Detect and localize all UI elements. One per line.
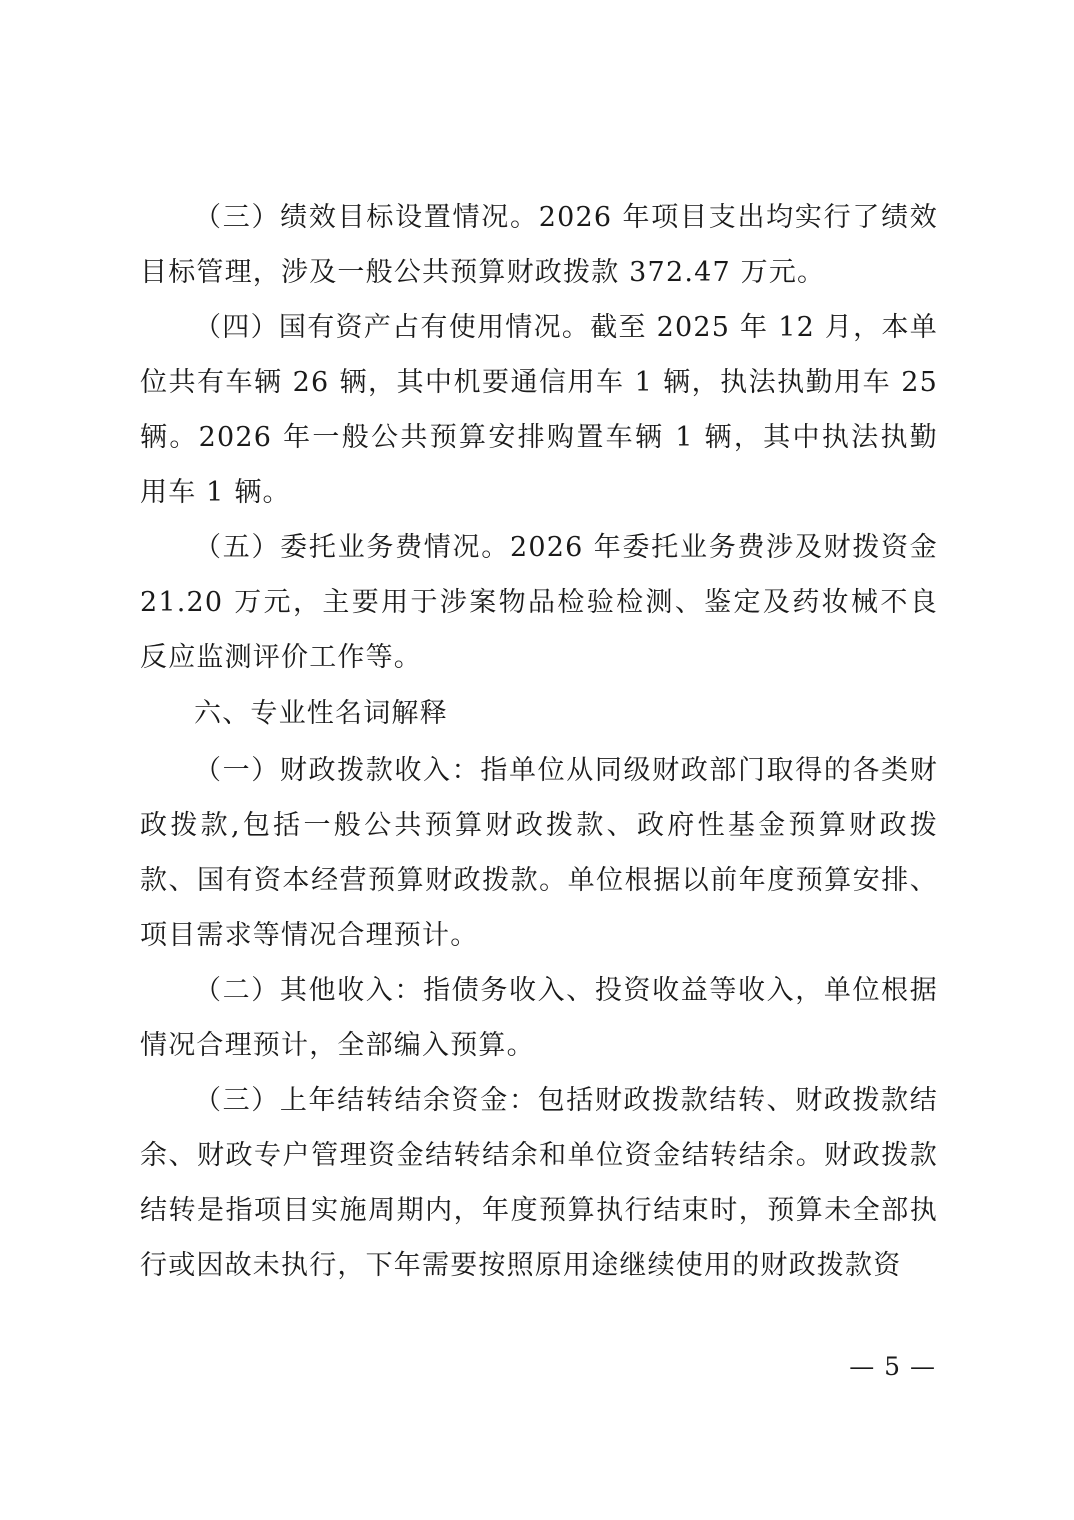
paragraph-carryover-funds [140, 1073, 938, 1293]
section-heading-terms: 六、专业性名词解释 [194, 698, 448, 729]
term-definition: 包括财政拨款结转、财政拨款结余、财政专户管理资金结转结余和单位资金结转结余。财政拨款结转是指项目实施周期内，年度预算执行结束时，预算未全部执行或因故未执行，下年需要按照原用途继续使用的财政拨款资 [140, 1085, 938, 1281]
term-definition: 指单位从同级财政部门取得的各类财政拨款,包括一般公共预算财政拨款、政府性基金预算财政拨款、国有资本经营预算财政拨款。单位根据以前年度预算安排、项目需求等情况合理预计。 [140, 755, 939, 951]
term-label: （一）财政拨款收入： [194, 755, 481, 786]
paragraph-other-income [140, 963, 938, 1073]
paragraph-performance-targets [140, 190, 938, 300]
paragraph-text: 2026 年委托业务费涉及财拨资金 21.20 万元，主要用于涉案物品检验检测、鉴定及药妆械不良反应监测评价工作等。 [140, 532, 938, 673]
term-label: （三）上年结转结余资金： [194, 1085, 538, 1116]
paragraph-lead: （五）委托业务费情况。 [194, 532, 510, 563]
term-definition: 指债务收入、投资收益等收入，单位根据情况合理预计，全部编入预算。 [140, 975, 938, 1061]
paragraph-text: 2026 年项目支出均实行了绩效目标管理，涉及一般公共预算财政拨款 372.47 万元。 [140, 202, 938, 288]
paragraph-state-assets [140, 300, 938, 520]
paragraph-entrusted-services [140, 520, 938, 685]
document-body [140, 190, 938, 1293]
term-label: （二）其他收入： [194, 975, 424, 1006]
paragraph-lead: （三）绩效目标设置情况。 [194, 202, 539, 233]
paragraph-lead: （四）国有资产占有使用情况。 [194, 312, 591, 343]
page-number: — 5 — [849, 1352, 936, 1381]
paragraph-fiscal-appropriation-income [140, 743, 938, 963]
paragraph-text: 截至 2025 年 12 月，本单位共有车辆 26 辆，其中机要通信用车 1 辆，执法执勤用车 25 辆。2026 年一般公共预算安排购置车辆 1 辆，其中执法执勤用车 1 辆。 [140, 312, 938, 508]
